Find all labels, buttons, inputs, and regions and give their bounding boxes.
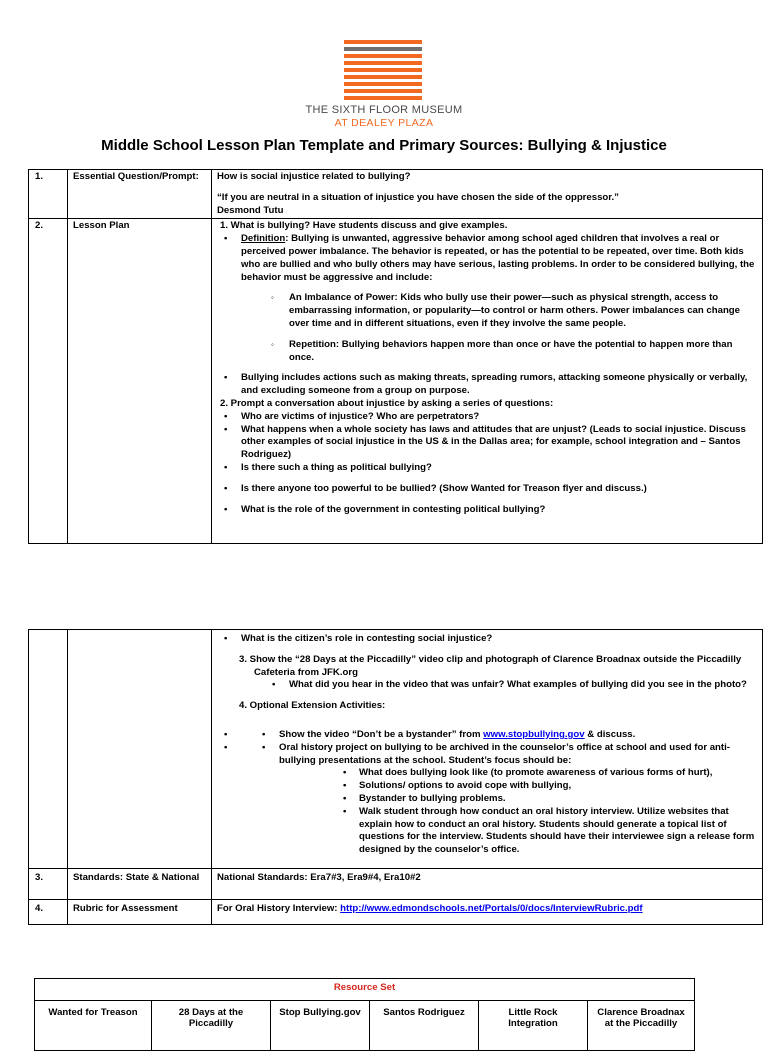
list-item: • Bullying includes actions such as making threats, spreading rumors, attacking someone physically or verbally, and excluding someone from a group on purpose. — [217, 372, 757, 398]
list-item: • What does bullying look like (to promote awareness of various forms of hurt), — [217, 767, 757, 780]
list-item: • Solutions/ options to avoid cope with bullying, — [217, 780, 757, 793]
page-title: Middle School Lesson Plan Template and Primary Sources: Bullying & Injustice — [101, 137, 667, 154]
resource-item[interactable]: 28 Days at the Piccadilly — [152, 1001, 271, 1051]
logo-line-2: AT DEALEY PLAZA — [334, 117, 434, 129]
museum-logo — [300, 40, 468, 129]
row-number: 1. — [29, 170, 68, 219]
list-item: • Bystander to bullying problems. — [217, 793, 757, 806]
list-item: • What happens when a whole society has laws and attitudes that are unjust? (Leads to social injustice. Discuss other examples of social injustice in the US & in the Dallas area; for example, school integration and – Santos Rodriguez) — [217, 424, 757, 462]
table-row — [29, 630, 763, 869]
row-content — [212, 219, 763, 544]
resource-set-table — [34, 978, 695, 1051]
lesson-plan-table-continued — [28, 629, 763, 925]
step-4: 4. Optional Extension Activities: — [239, 700, 386, 712]
row-label: Rubric for Assessment — [68, 899, 212, 924]
list-item — [217, 233, 757, 284]
row-label: Lesson Plan — [68, 219, 212, 544]
list-item: ◦ An Imbalance of Power: Kids who bully use their power—such as physical strength, access to embarrassing information, or popularity—to control or harm others. Power imbalances can change over time and in different situations, even if they involve the same people. — [217, 292, 757, 330]
row-content — [212, 630, 763, 869]
row-number: 2. — [29, 219, 68, 544]
definition-label: Definition — [241, 233, 286, 245]
list-item: • What is the citizen’s role in contesting social injustice? — [217, 633, 757, 646]
row-label: Essential Question/Prompt: — [68, 170, 212, 219]
stopbullying-link[interactable]: www.stopbullying.gov — [483, 728, 585, 740]
list-item: ◦ Repetition: Bullying behaviors happen more than once or have the potential to happen more than once. — [217, 339, 757, 365]
resource-item[interactable]: Clarence Broadnax at the Piccadilly — [588, 1001, 695, 1051]
row-number: 3. — [29, 868, 68, 899]
definition-text: : Bullying is unwanted, aggressive behavior among school aged children that involves a real or perceived power imbalance. The behavior is repeated, or has the potential to be repeated, over time. Both kids who are bullied and who bully others may have serious, lasting problems. In order to be considered bullying, the behavior must be aggressive and include: — [241, 233, 755, 283]
list-item: • Is there anyone too powerful to be bullied? (Show Wanted for Treason flyer and discuss.) — [217, 483, 757, 496]
resource-item[interactable]: Stop Bullying.gov — [271, 1001, 370, 1051]
step-1: 1. What is bullying? Have students discuss and give examples. — [220, 220, 508, 232]
table-row — [29, 219, 763, 544]
table-row — [29, 899, 763, 924]
quote-text: “If you are neutral in a situation of injustice you have chosen the side of the oppressor.” — [217, 191, 619, 203]
row-label: Standards: State & National — [68, 868, 212, 899]
list-item: • Is there such a thing as political bullying? — [217, 462, 757, 475]
rubric-prefix: For Oral History Interview: — [217, 902, 341, 914]
lesson-plan-table — [28, 169, 763, 544]
table-row — [29, 868, 763, 899]
resource-item[interactable]: Wanted for Treason — [35, 1001, 152, 1051]
essential-question: How is social injustice related to bullying? — [217, 171, 411, 182]
row-content — [212, 170, 763, 219]
list-item: • • Show the video “Don’t be a bystander” from www.stopbullying.gov & discuss. — [217, 729, 757, 742]
resource-item[interactable]: Little Rock Integration — [479, 1001, 588, 1051]
list-item: • Who are victims of injustice? Who are perpetrators? — [217, 411, 757, 424]
row-content — [212, 899, 763, 924]
table-row — [29, 170, 763, 219]
list-item: • What is the role of the government in contesting political bullying? — [217, 504, 757, 517]
resource-set-heading: Resource Set — [35, 979, 695, 1001]
row-number: 4. — [29, 899, 68, 924]
resource-item[interactable]: Santos Rodriguez — [370, 1001, 479, 1051]
list-item: • • Oral history project on bullying to be archived in the counselor’s office at school and used for anti-bullying presentations at the school. Student’s focus should be: — [217, 742, 757, 768]
list-item: • Walk student through how conduct an oral history interview. Utilize websites that explain how to conduct an oral history. Students should generate a topical list of questions for the interview. Students should have their interviewee sign a release form designed by the counselor’s office. — [217, 806, 757, 857]
step-3: 3. Show the “28 Days at the Piccadilly” video clip and photograph of Clarence Broadnax outside the Piccadilly Cafeteria from JFK.org — [239, 653, 742, 678]
list-item: • What did you hear in the video that was unfair? What examples of bullying did you see in the photo? — [217, 679, 757, 692]
step-2: 2. Prompt a conversation about injustice by asking a series of questions: — [220, 397, 554, 409]
logo-stripes-icon — [344, 40, 422, 100]
standards-text: National Standards: Era7#3, Era9#4, Era10#2 — [212, 868, 763, 899]
quote-author: Desmond Tutu — [217, 204, 284, 216]
logo-line-1: THE SIXTH FLOOR MUSEUM — [305, 104, 463, 116]
extension-2-text: Oral history project on bullying to be archived in the counselor’s office at school and used for anti-bullying presentations at the school. Student’s focus should be: — [279, 741, 730, 766]
extension-1-suffix: & discuss. — [584, 728, 636, 740]
extension-1-text: Show the video “Don’t be a bystander” from — [279, 728, 484, 740]
rubric-link[interactable]: http://www.edmondschools.net/Portals/0/docs/InterviewRubric.pdf — [340, 902, 643, 914]
